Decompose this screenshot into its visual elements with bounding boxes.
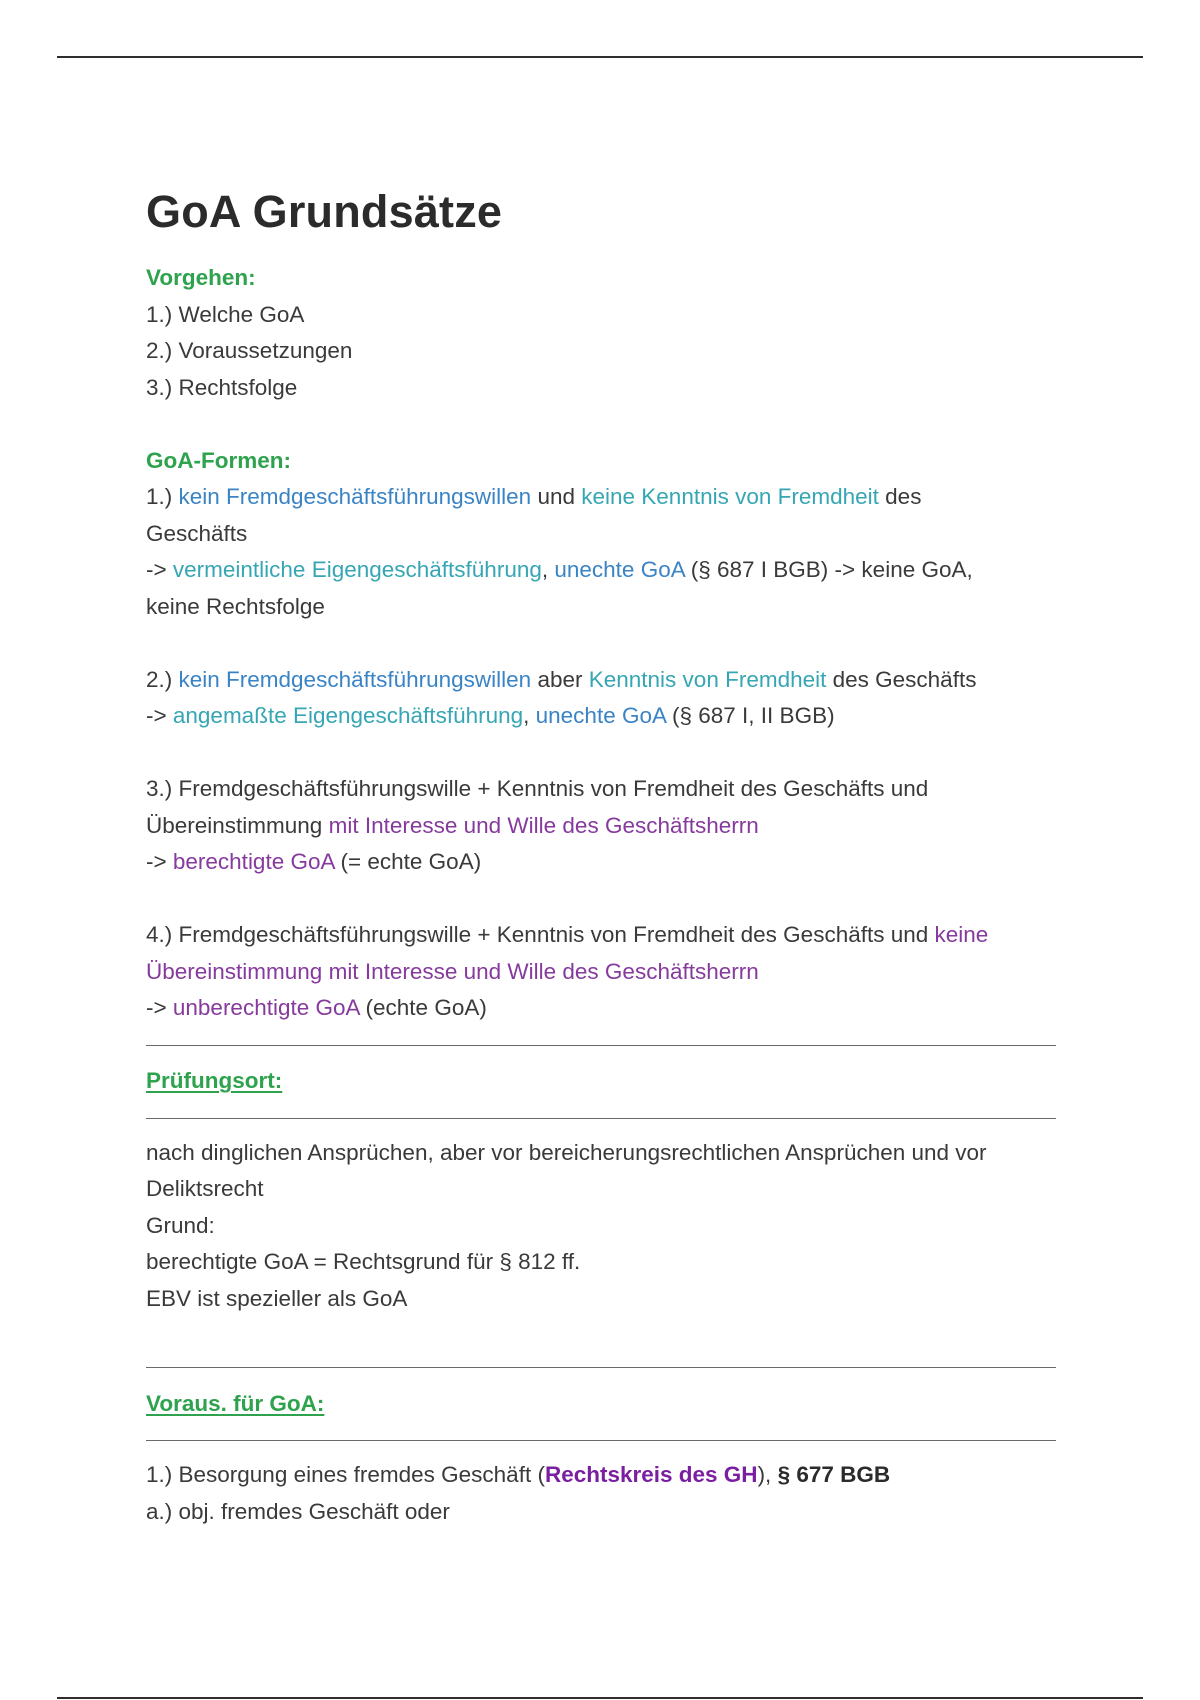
text-line <box>146 698 1056 735</box>
term-interesse-wille: mit Interesse und Wille des Geschäftsherrn <box>328 812 759 838</box>
text-segment: aber <box>531 666 589 692</box>
page-top-rule <box>57 56 1143 58</box>
text-line: Geschäfts <box>146 520 248 546</box>
term-unechte-goa: unechte GoA <box>554 557 685 582</box>
vorgehen-heading: Vorgehen: <box>146 265 256 290</box>
text-segment: 1.) <box>146 484 179 509</box>
term-uebereinstimmung: Übereinstimmung mit Interesse und Wille des Geschäftsherrn <box>146 958 759 984</box>
term-fremdgeschaeftsfuehrungswille: kein Fremdgeschäftsführungswillen <box>178 484 532 509</box>
pruefungsort-text: Deliktsrecht <box>146 1176 264 1201</box>
pruefungsort-text: EBV ist spezieller als GoA <box>146 1285 408 1311</box>
vorgehen-item: 2.) Voraussetzungen <box>146 338 353 363</box>
text-line <box>146 552 1056 589</box>
term-angemasste-egf: angemaßte Eigengeschäftsführung <box>172 703 524 728</box>
text-segment: -> <box>146 995 173 1020</box>
text-segment: Übereinstimmung <box>146 812 329 838</box>
text-segment: 1.) Besorgung eines fremdes Geschäft ( <box>146 1462 545 1487</box>
pruefungsort-text: Grund: <box>146 1212 215 1238</box>
text-line <box>146 990 1056 1027</box>
text-line <box>146 917 1056 954</box>
text-line <box>146 844 1056 881</box>
text-segment: 2.) <box>146 666 179 692</box>
voraus-item: a.) obj. fremdes Geschäft oder <box>146 1498 450 1524</box>
term-fremdgeschaeftsfuehrungswille: kein Fremdgeschäftsführungswillen <box>178 666 532 692</box>
vorgehen-item: 3.) Rechtsfolge <box>146 374 298 400</box>
text-line <box>146 479 1056 516</box>
text-segment: des <box>878 484 922 509</box>
voraus-item <box>146 1457 1056 1494</box>
text-segment: (§ 687 I BGB) -> keine GoA, <box>684 557 973 582</box>
pruefungsort-heading: Prüfungsort: <box>146 1068 283 1094</box>
text-segment: 4.) Fremdgeschäftsführungswille + Kenntnis von Fremdheit des Geschäfts und <box>146 922 935 947</box>
formen-heading: GoA-Formen: <box>146 447 291 473</box>
text-line <box>146 662 1056 699</box>
text-segment: (= echte GoA) <box>334 849 482 874</box>
text-segment: -> <box>146 703 173 728</box>
term-kenntnis: keine Kenntnis von Fremdheit <box>581 484 879 509</box>
term-rechtskreis: Rechtskreis des GH <box>544 1462 758 1487</box>
pruefungsort-text: nach dinglichen Ansprüchen, aber vor bereicherungsrechtlichen Ansprüchen und vor <box>146 1139 987 1165</box>
text-segment: (echte GoA) <box>359 995 487 1020</box>
document-content <box>146 178 1056 1530</box>
term-unberechtigte-goa: unberechtigte GoA <box>172 995 360 1020</box>
text-segment: ), <box>757 1462 778 1487</box>
text-line: 3.) Fremdgeschäftsführungswille + Kenntnis von Fremdheit des Geschäfts und <box>146 776 929 801</box>
text-line: keine Rechtsfolge <box>146 593 325 619</box>
text-segment: und <box>531 484 582 509</box>
term-kenntnis: Kenntnis von Fremdheit <box>588 666 827 692</box>
term-keine: keine <box>934 922 989 947</box>
voraus-heading: Voraus. für GoA: <box>146 1390 325 1416</box>
term-unechte-goa: unechte GoA <box>535 703 666 728</box>
page-bottom-rule <box>57 1697 1143 1699</box>
pruefungsort-text: berechtigte GoA = Rechtsgrund für § 812 ff. <box>146 1249 581 1274</box>
text-segment: -> <box>146 557 173 582</box>
text-segment: , <box>523 703 536 728</box>
form-3 <box>146 771 1056 881</box>
form-4 <box>146 917 1056 1027</box>
text-segment: des Geschäfts <box>826 666 977 692</box>
form-2 <box>146 662 1056 735</box>
form-1 <box>146 479 1056 625</box>
text-segment: (§ 687 I, II BGB) <box>665 703 835 728</box>
term-vermeintliche-egf: vermeintliche Eigengeschäftsführung <box>172 557 542 582</box>
text-line <box>146 808 1056 845</box>
paragraph-ref: § 677 BGB <box>777 1462 891 1487</box>
text-segment: , <box>541 557 555 582</box>
page-title: GoA Grundsätze <box>146 186 503 237</box>
term-berechtigte-goa: berechtigte GoA <box>172 849 335 874</box>
text-segment: -> <box>146 849 173 874</box>
vorgehen-item: 1.) Welche GoA <box>146 301 305 327</box>
